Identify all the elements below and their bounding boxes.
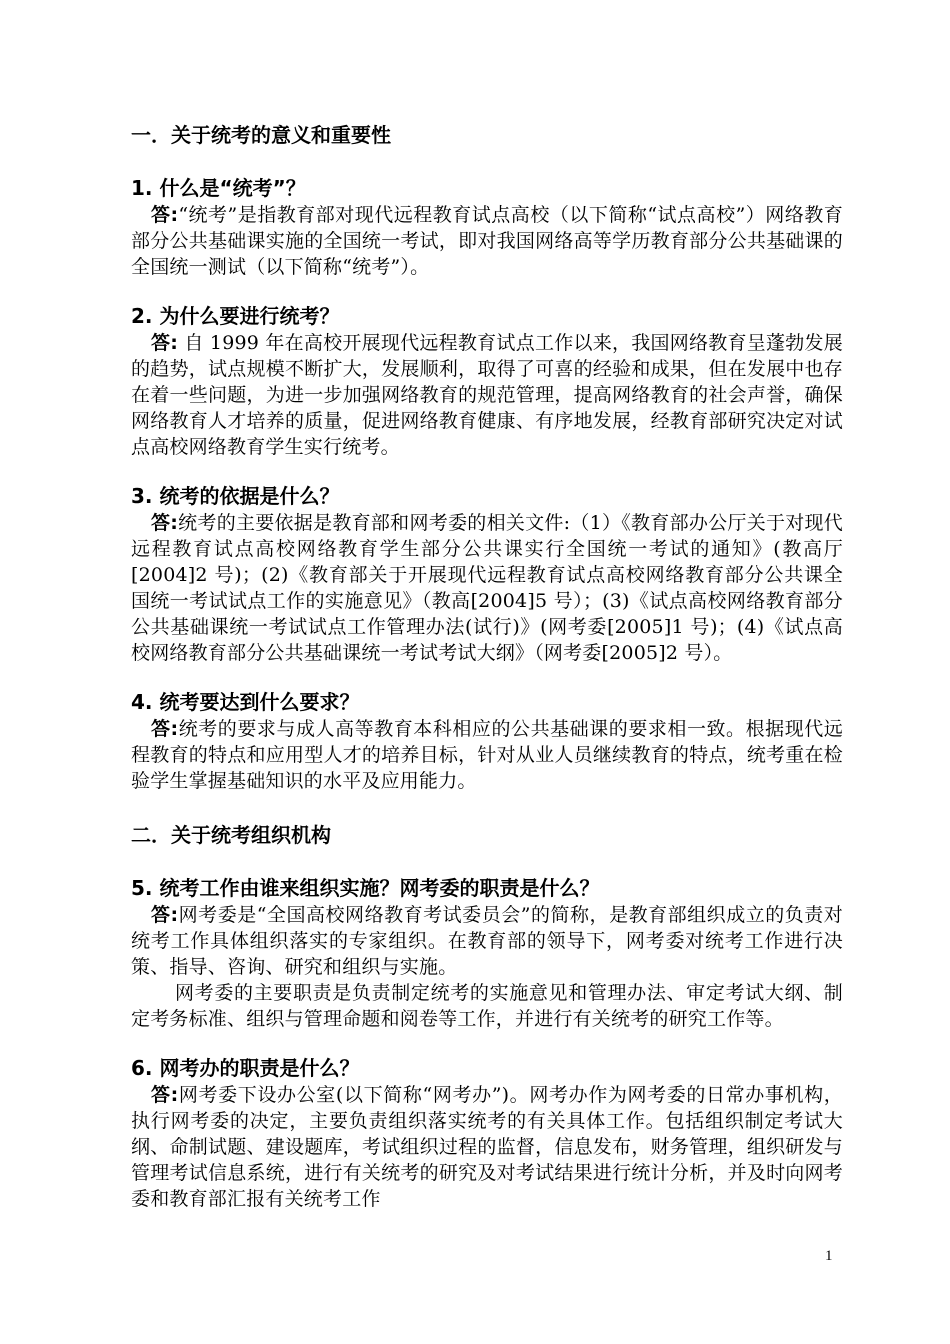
answer-paragraph [131, 330, 843, 460]
answer-label: 答: [151, 904, 179, 926]
document-body [131, 120, 843, 1234]
answer-text: 网考委是“全国高校网络教育考试委员会”的简称，是教育部组织成立的负责对统考工作具体组织落实的专家组织。在教育部的领导下，网考委对统考工作进行决策、指导、咨询、研究和组织与实施。 [131, 904, 843, 978]
question-heading: 3. 统考的依据是什么？ [131, 484, 340, 508]
answer-text: 统考的主要依据是教育部和网考委的相关文件:（1）《教育部办公厅关于对现代远程教育试点高校网络教育学生部分公共课实行全国统一考试的通知》(教高厅[2004]2 号)；(2)《教育部关于开展现代远程教育试点高校网络教育部分公共课全国统一考试试点工作的实施意见》（教高[2004]5 号）；(3)《试点高校网络教育部分公共基础课统一考试试点工作管理办法(试行)》(网考委[2005]1 号)；(4)《试点高校网络教育部分公共基础课统一考试考试大纲》（网考委[2005]2 号）。 [131, 512, 843, 664]
page-number: 1 [825, 1248, 833, 1264]
question-heading: 6. 网考办的职责是什么？ [131, 1056, 360, 1080]
answer-paragraph [131, 202, 843, 280]
answer-label: 答: [151, 332, 179, 354]
answer-paragraph [131, 1082, 843, 1212]
qa-item-2 [131, 302, 843, 460]
answer-continuation-paragraph: 网考委的主要职责是负责制定统考的实施意见和管理办法、审定考试大纲、制定考务标准、组织与管理命题和阅卷等工作，并进行有关统考的研究工作等。 [131, 982, 843, 1030]
answer-paragraph [131, 716, 843, 794]
answer-paragraph [131, 902, 843, 980]
question-heading: 2. 为什么要进行统考？ [131, 304, 340, 328]
question-heading: 1. 什么是“统考”？ [131, 176, 306, 200]
answer-text: 自 1999 年在高校开展现代远程教育试点工作以来，我国网络教育呈蓬勃发展的趋势，试点规模不断扩大，发展顺利，取得了可喜的经验和成果，但在发展中也存在着一些问题，为进一步加强网络教育的规范管理，提高网络教育的社会声誉，确保网络教育人才培养的质量，促进网络教育健康、有序地发展，经教育部研究决定对试点高校网络教育学生实行统考。 [131, 332, 843, 458]
answer-text: 网考委下设办公室(以下简称“网考办”)。网考办作为网考委的日常办事机构，执行网考委的决定，主要负责组织落实统考的有关具体工作。包括组织制定考试大纲、命制试题、建设题库，考试组织过程的监督，信息发布，财务管理，组织研发与管理考试信息系统，进行有关统考的研究及对考试结果进行统计分析，并及时向网考委和教育部汇报有关统考工作 [131, 1084, 843, 1210]
answer-label: 答: [151, 718, 179, 740]
qa-item-6 [131, 1054, 843, 1212]
qa-item-4 [131, 688, 843, 794]
answer-text: 统考的要求与成人高等教育本科相应的公共基础课的要求相一致。根据现代远程教育的特点和应用型人才的培养目标，针对从业人员继续教育的特点，统考重在检验学生掌握基础知识的水平及应用能力。 [131, 718, 844, 792]
answer-label: 答: [151, 204, 179, 226]
section-title-1: 一．关于统考的意义和重要性 [131, 123, 391, 147]
answer-label: 答: [151, 1084, 179, 1106]
answer-paragraph [131, 510, 843, 666]
qa-item-3 [131, 482, 843, 666]
qa-item-5 [131, 874, 843, 1032]
answer-label: 答: [151, 512, 179, 534]
question-heading: 5. 统考工作由谁来组织实施？网考委的职责是什么？ [131, 876, 600, 900]
qa-item-1 [131, 174, 843, 280]
answer-text: “统考”是指教育部对现代远程教育试点高校（以下简称“试点高校”）网络教育部分公共基础课实施的全国统一考试，即对我国网络高等学历教育部分公共基础课的全国统一测试（以下简称“统考”）。 [131, 204, 844, 278]
question-heading: 4. 统考要达到什么要求？ [131, 690, 360, 714]
section-title-2: 二．关于统考组织机构 [131, 823, 331, 847]
